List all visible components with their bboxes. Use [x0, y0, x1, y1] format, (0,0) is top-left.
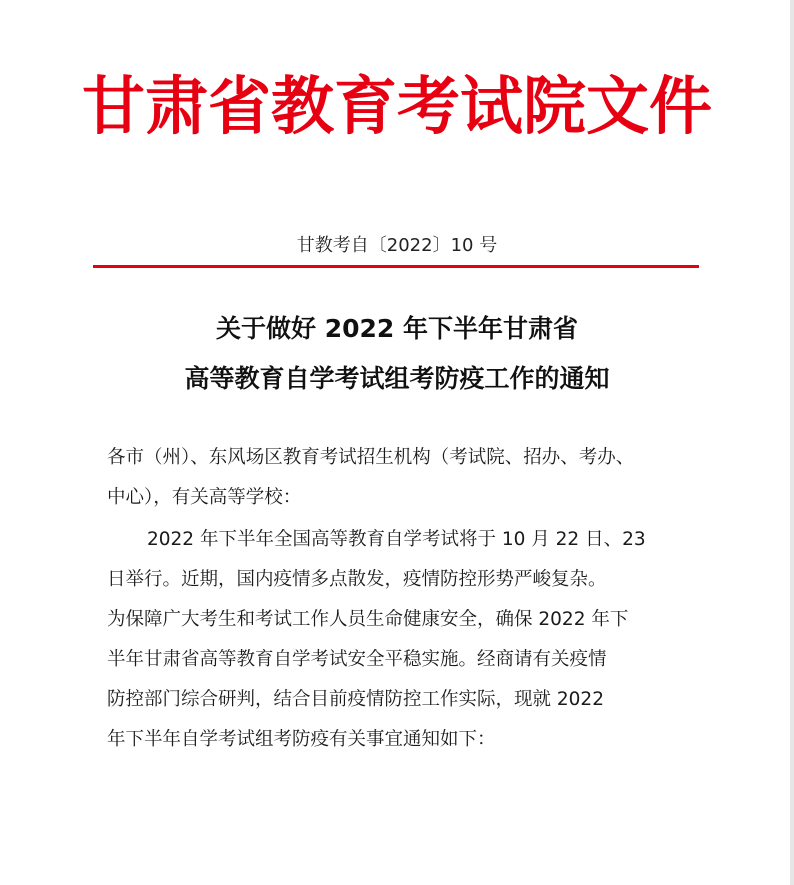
red-separator-line: [93, 265, 699, 268]
paragraph-line: 半年甘肃省高等教育自学考试安全平稳实施。经商请有关疫情: [107, 649, 607, 670]
document-title-line-2: 高等教育自学考试组考防疫工作的通知: [184, 364, 610, 393]
addressee-line-1: 各市（州）、东风场区教育考试招生机构（考试院、招办、考办、: [107, 447, 635, 468]
paragraph-line: 年下半年自学考试组考防疫有关事宜通知如下：: [107, 729, 496, 750]
paragraph-line: 为保障广大考生和考试工作人员生命健康安全，确保 2022 年下: [107, 609, 629, 630]
paragraph-line: 防控部门综合研判，结合目前疫情防控工作实际，现就 2022: [107, 689, 604, 710]
addressee-line-2: 中心），有关高等学校：: [107, 487, 302, 508]
document-masthead: 甘肃省教育考试院文件: [82, 69, 712, 143]
document-number: 甘教考自〔2022〕10 号: [296, 235, 498, 256]
paragraph-line: 2022 年下半年全国高等教育自学考试将于 10 月 22 日、23: [147, 529, 646, 550]
paragraph-line: 日举行。近期，国内疫情多点散发，疫情防控形势严峻复杂。: [107, 569, 607, 590]
document-title-line-1: 关于做好 2022 年下半年甘肃省: [216, 314, 578, 343]
